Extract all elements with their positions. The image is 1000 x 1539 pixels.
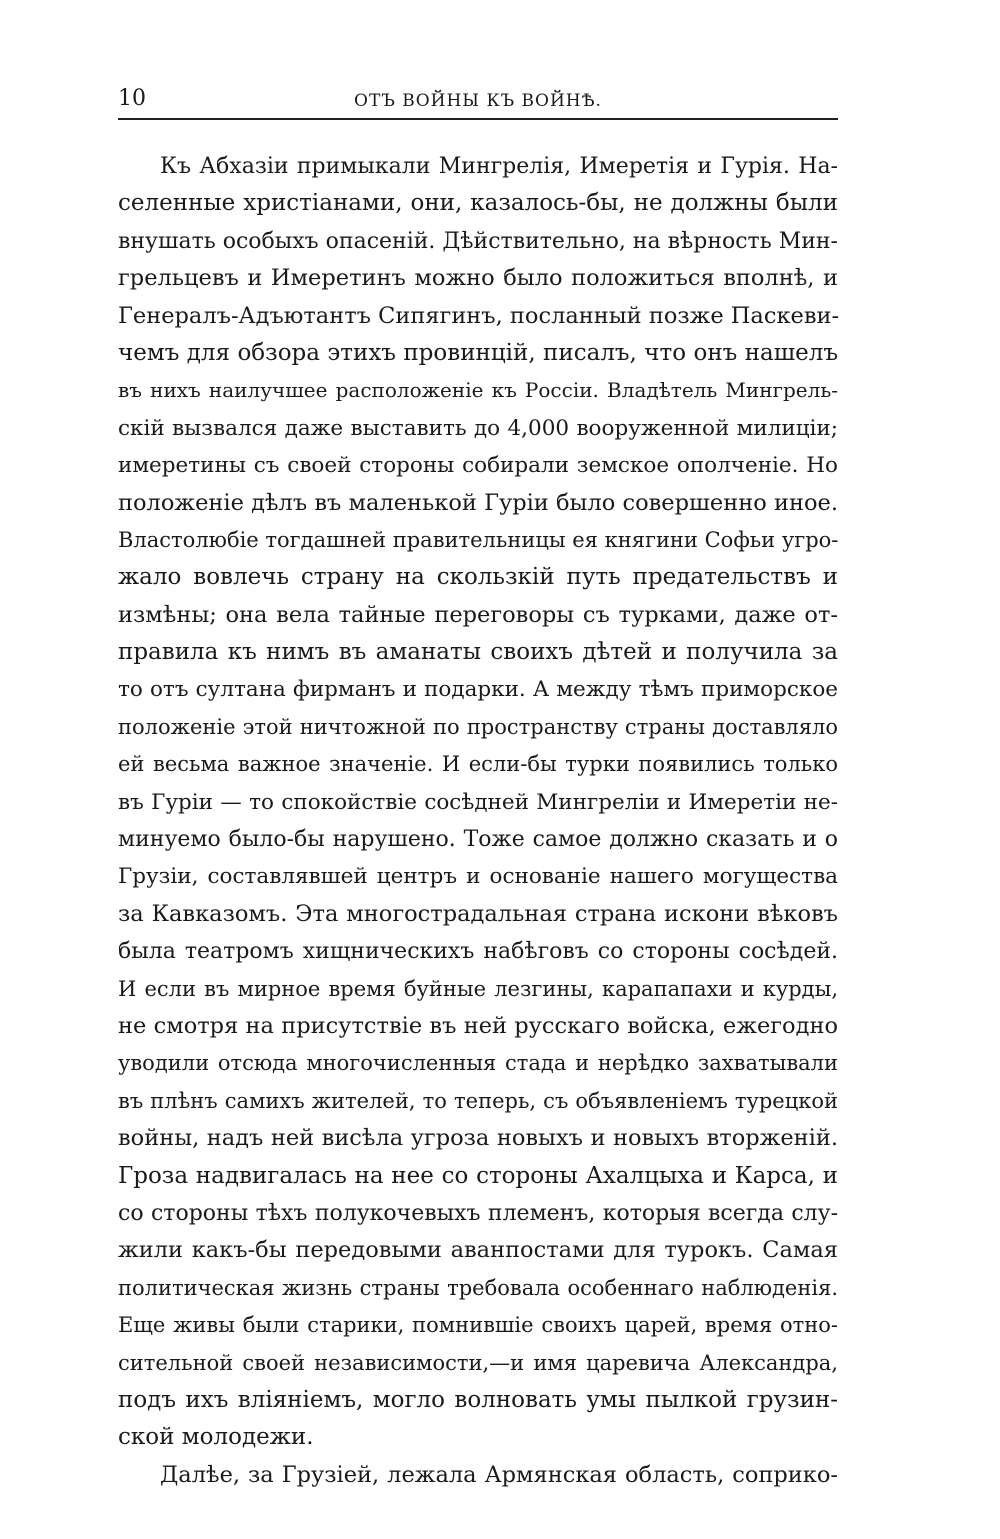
text-line: Къ Абхазіи примыкали Мингрелія, Имеретія и Гурія. На-: [160, 154, 838, 179]
text-line: жили какъ-бы передовыми аванпостами для турокъ. Самая: [118, 1237, 838, 1264]
text-line: минуемо было-бы нарушено. Тоже самое должно сказать и о: [118, 827, 838, 853]
text-line: ей весьма важное значеніе. И если-бы турки появились только: [118, 752, 838, 777]
text-line: Властолюбіе тогдашней правительницы ея княгини Софьи угро-: [118, 527, 839, 552]
text-line: Генералъ-Адъютантъ Сипягинъ, посланный позже Паскеви-: [118, 302, 840, 329]
running-title: ОТЪ ВОЙНЫ КЪ ВОЙНѢ.: [354, 91, 602, 111]
text-line: Далѣе, за Грузіей, лежала Армянская область, соприко-: [160, 1461, 838, 1488]
text-line: подъ ихъ вліяніемъ, могло волновать умы пылкой грузин-: [118, 1386, 838, 1413]
text-line: въ нихъ наилучшее расположеніе къ Россіи. Владѣтель Мингрель-: [118, 378, 838, 403]
text-line: была театромъ хищническихъ набѣговъ со стороны сосѣдей.: [118, 939, 838, 965]
text-line: чемъ для обзора этихъ провинцій, писалъ, что онъ нашелъ: [118, 339, 838, 366]
header-rule: [118, 118, 838, 120]
text-line: то отъ султана фирманъ и подарки. А между тѣмъ приморское: [118, 677, 838, 703]
text-line: скій вызвался даже выставить до 4,000 вооруженной милиціи;: [118, 415, 838, 441]
text-line: измѣны; она вела тайные переговоры съ турками, даже от-: [118, 601, 838, 628]
text-line: политическая жизнь страны требовала особеннаго наблюденія.: [118, 1275, 838, 1300]
text-line: положеніе дѣлъ въ маленькой Гуріи было совершенно иное.: [118, 489, 838, 516]
page-header: [118, 84, 838, 114]
text-line: войны, надъ ней висѣла угроза новыхъ и новыхъ вторженій.: [118, 1125, 838, 1152]
page-number: 10: [118, 86, 146, 111]
text-line: за Кавказомъ. Эта многострадальная страна искони вѣковъ: [118, 900, 838, 927]
text-line: грельцевъ и Имеретинъ можно было положиться вполнѣ, и: [118, 265, 838, 292]
text-line: жало вовлечь страну на скользкій путь предательствъ и: [118, 564, 838, 591]
text-line: ской молодежи.: [118, 1424, 314, 1451]
text-line: селенные христіанами, они, казалось-бы, не должны были: [118, 190, 838, 217]
text-line: Еще живы были старики, помнившіе своихъ царей, время отно-: [118, 1313, 838, 1338]
text-line: уводили отсюда многочисленныя стада и нерѣдко захватывали: [118, 1051, 838, 1076]
text-line: положеніе этой ничтожной по пространству страны доставляло: [118, 714, 838, 739]
text-line: Гроза надвигалась на нее со стороны Ахалцыха и Карса, и: [118, 1162, 838, 1189]
text-line: въ Гуріи — то спокойствіе сосѣдней Мингреліи и Имеретіи не-: [118, 789, 838, 815]
text-line: правила къ нимъ въ аманаты своихъ дѣтей и получила за: [118, 639, 838, 666]
text-line: внушать особыхъ опасеній. Дѣйствительно, на вѣрность Мин-: [118, 228, 838, 254]
text-line: Грузіи, составлявшей центръ и основаніе нашего могущества: [118, 864, 838, 890]
text-line: со стороны тѣхъ полукочевыхъ племенъ, которыя всегда слу-: [118, 1200, 838, 1226]
text-line: И если въ мирное время буйные лезгины, карапапахи и курды,: [118, 976, 838, 1001]
body-text: [118, 148, 838, 1494]
text-line: не смотря на присутствіе въ ней русскаго войска, ежегодно: [118, 1012, 838, 1039]
text-line: сительной своей независимости,—и имя царевича Александра,: [118, 1350, 838, 1375]
text-line: въ плѣнъ самихъ жителей, то теперь, съ объявленіемъ турецкой: [118, 1088, 838, 1113]
text-line: имеретины съ своей стороны собирали земское ополченіе. Но: [118, 453, 838, 479]
